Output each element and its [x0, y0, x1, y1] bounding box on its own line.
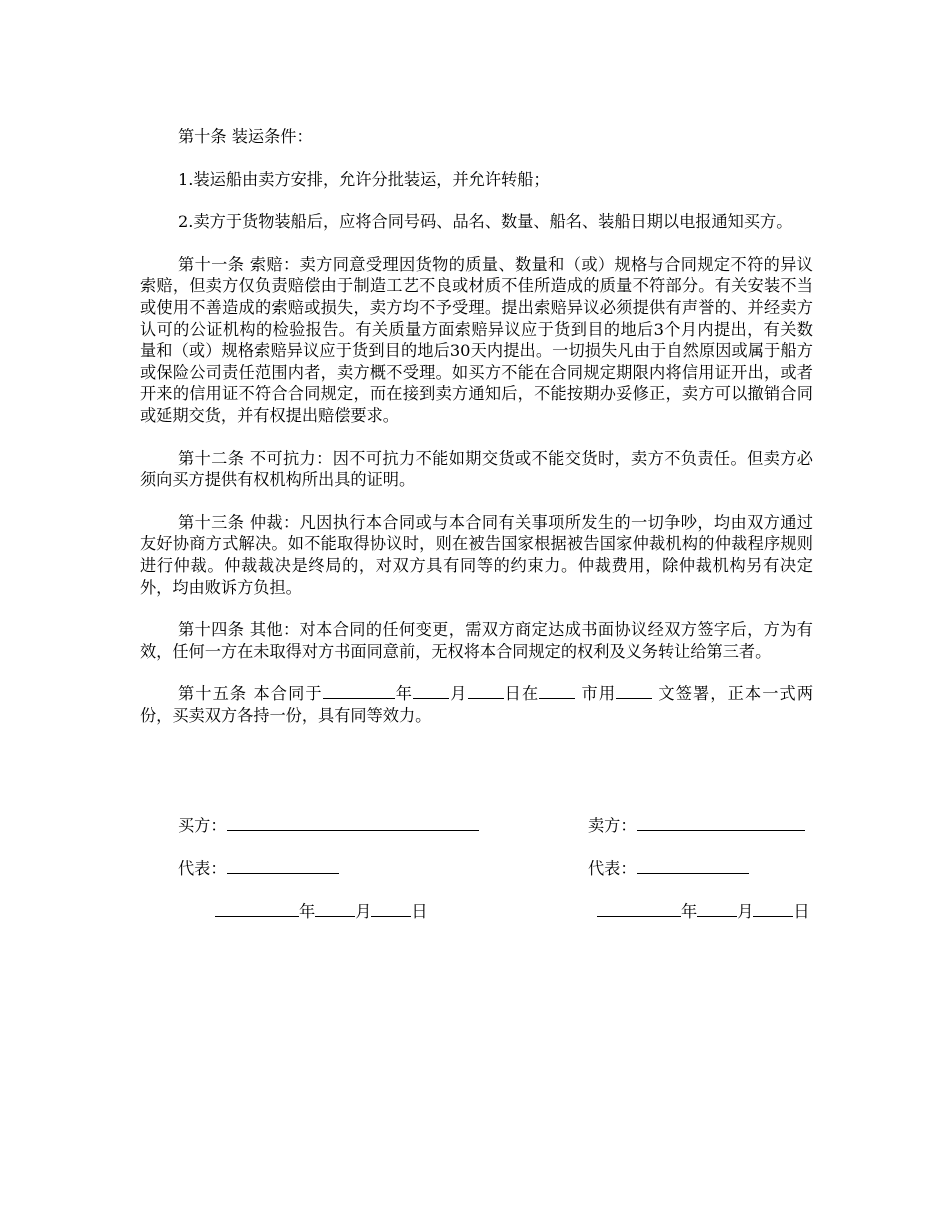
seller-signature-row — [588, 815, 805, 837]
seller-rep-line[interactable] — [637, 859, 749, 874]
clause-15-day-at: 日在 — [503, 684, 540, 704]
clause-11-claims: 第十一条 索赔：卖方同意受理因货物的质量、数量和（或）规格与合同规定不符的异议索赔，但卖方仅负责赔偿由于制造工艺不良或材质不佳所造成的质量不符部分。有关安装不当或使用不善造成的索赔或损失，卖方均不予受理。提出索赔异议必须提供有声誉的、并经卖方认可的公证机构的检验报告。有关质量方面索赔异议应于货到目的地后3个月内提出，有关数量和（或）规格索赔异议应于货到目的地后30天内提出。一切损失凡由于自然原因或属于船方或保险公司责任范围内者，卖方概不受理。如买方不能在合同规定期限内将信用证开出，或者开来的信用证不符合合同规定，而在接到卖方通知后，不能按期办妥修正，卖方可以撤销合同或延期交货，并有权提出赔偿要求。 — [140, 254, 813, 425]
buyer-date-day-line[interactable] — [371, 902, 411, 917]
buyer-date-row — [215, 901, 428, 923]
clause-10-item-1: 1.装运船由卖方安排，允许分批装运，并允许转船； — [178, 169, 550, 189]
clause-10-item-2: 2.卖方于货物装船后，应将合同号码、品名、数量、船名、装船日期以电报通知买方。 — [178, 212, 793, 232]
buyer-rep-row — [178, 858, 339, 880]
seller-date-row — [597, 901, 810, 923]
buyer-date-year: 年 — [299, 902, 316, 921]
buyer-rep-line[interactable] — [227, 859, 339, 874]
seller-rep-row — [588, 858, 749, 880]
clause-10-heading: 第十条 装运条件： — [178, 127, 313, 146]
seller-date-day: 日 — [793, 902, 810, 921]
seller-label: 卖方： — [588, 816, 637, 835]
day-blank — [468, 683, 504, 699]
seller-date-month: 月 — [737, 902, 754, 921]
seller-rep-label: 代表： — [588, 859, 637, 878]
clause-15-city: 市用 — [575, 684, 617, 704]
clause-14-other: 第十四条 其他：对本合同的任何变更，需双方商定达成书面协议经双方签字后，方为有效，任何一方在未取得对方书面同意前，无权将本合同规定的权利及义务转让给第三者。 — [140, 620, 813, 661]
language-blank — [616, 683, 652, 699]
clause-15-year: 年 — [394, 684, 414, 704]
buyer-date-year-line[interactable] — [215, 902, 299, 917]
city-blank — [539, 683, 575, 699]
buyer-rep-label: 代表： — [178, 859, 227, 878]
buyer-date-month-line[interactable] — [315, 902, 355, 917]
year-blank — [323, 683, 395, 699]
contract-body — [140, 126, 813, 747]
clause-12-force-majeure: 第十二条 不可抗力：因不可抗力不能如期交货或不能交货时，卖方不负责任。但卖方必须向买方提供有权机构所出具的证明。 — [140, 448, 813, 490]
buyer-date-day: 日 — [411, 902, 428, 921]
seller-date-day-line[interactable] — [753, 902, 793, 917]
clause-13-arbitration: 第十三条 仲裁：凡因执行本合同或与本合同有关事项所发生的一切争吵，均由双方通过友好协商方式解决。如不能取得协议时，则在被告国家根据被告国家仲裁机构的仲裁程序规则进行仲裁。仲裁裁决是终局的，对双方具有同等的约束力。仲裁费用，除仲裁机构另有决定外，均由败诉方负担。 — [140, 512, 813, 597]
buyer-label: 买方： — [178, 816, 227, 835]
buyer-signature-row — [178, 815, 479, 837]
seller-date-month-line[interactable] — [697, 902, 737, 917]
month-blank — [413, 683, 449, 699]
clause-15-rest: 文签署，正本一式两份，买卖双方各持一份，具有同等效力。 — [140, 684, 814, 725]
buyer-date-month: 月 — [355, 902, 372, 921]
clause-15-month: 月 — [449, 684, 468, 704]
clause-15-prefix: 第十五条 本合同于 — [178, 684, 323, 704]
buyer-signature-line[interactable] — [227, 816, 479, 831]
clause-15-signing — [140, 683, 813, 726]
seller-date-year-line[interactable] — [597, 902, 681, 917]
seller-signature-line[interactable] — [637, 816, 805, 831]
seller-date-year: 年 — [681, 902, 698, 921]
